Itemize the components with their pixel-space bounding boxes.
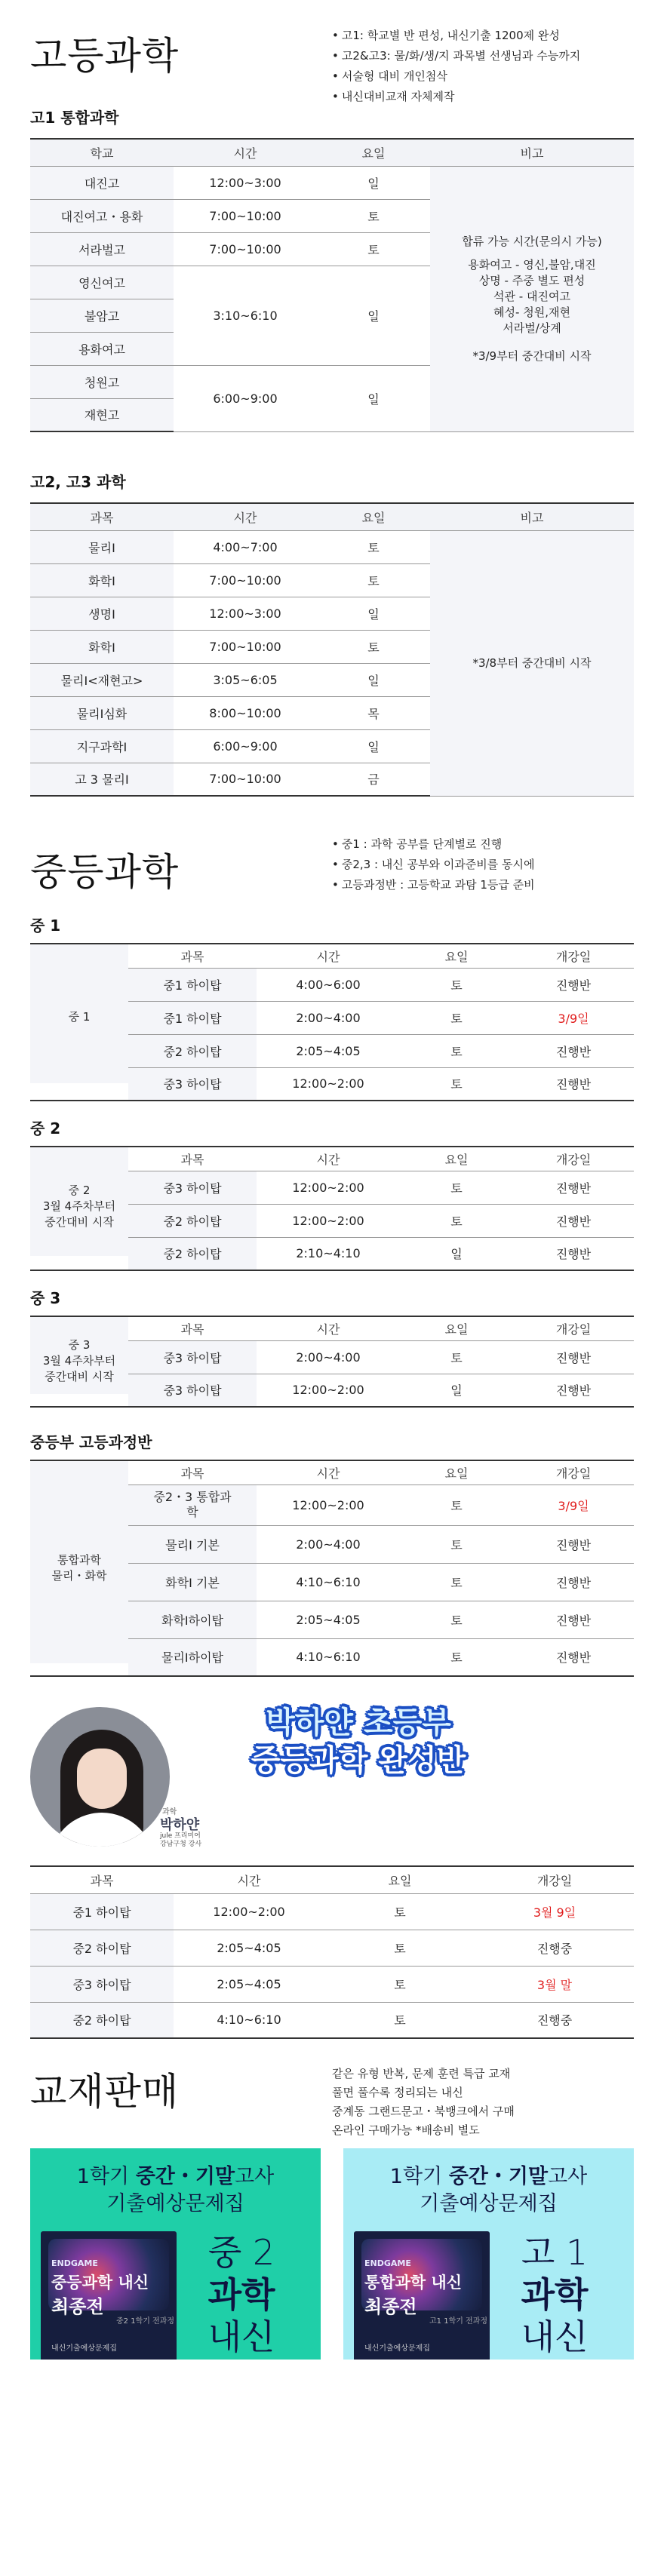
- col-header: 요일: [317, 503, 430, 530]
- cell-time: 7:00~10:00: [174, 232, 317, 266]
- cell-subject: 물리Ⅰ<재현고>: [30, 663, 174, 696]
- cell-school: 대진고: [30, 166, 174, 199]
- table-row: [30, 1930, 634, 1966]
- books-header: [0, 2046, 664, 2148]
- col-header: 개강일: [475, 1866, 634, 1893]
- hdr-part: 중간・기말: [135, 2165, 235, 2188]
- cell-start: 진행반: [513, 1525, 634, 1563]
- cell-subject: 중1 하이탑: [30, 1893, 174, 1930]
- teacher-info: [160, 1832, 201, 1849]
- cell-time: 3:10~6:10: [174, 266, 317, 365]
- cover-line: 중등과학 내신: [51, 2274, 149, 2292]
- teacher-subject: 과학: [162, 1808, 177, 1816]
- m2-title: 중 2: [30, 1119, 61, 1138]
- cell-day: 토: [400, 1485, 513, 1525]
- note-line: 상명 - 주중 별도 편성: [478, 273, 586, 287]
- high-bullets: [332, 26, 580, 107]
- cell-day: 토: [317, 199, 430, 232]
- col-header: 과목: [30, 1866, 174, 1893]
- banner-line: 박하얀 초등부: [266, 1706, 451, 1740]
- hdr-part: 1학기: [76, 2165, 136, 2188]
- col-header: 요일: [400, 1460, 513, 1485]
- m2-table: [30, 1146, 634, 1271]
- cell-subject: 중3 하이탑: [128, 1340, 257, 1374]
- side-line: 중간대비 시작: [45, 1370, 114, 1384]
- col-header: 과목: [128, 1460, 257, 1485]
- cell-day: 토: [317, 232, 430, 266]
- side-line: 중간대비 시작: [45, 1215, 114, 1230]
- cell-time: 2:10~4:10: [257, 1237, 400, 1270]
- table-row: [30, 530, 634, 563]
- cell-time: 2:00~4:00: [257, 1001, 400, 1034]
- col-header: 개강일: [513, 1460, 634, 1485]
- cell-time: 8:00~10:00: [174, 696, 317, 729]
- big-line: 내신: [521, 2317, 589, 2357]
- col-header: 요일: [317, 139, 430, 166]
- cell-start: 3월 9일: [475, 1893, 634, 1930]
- cell-start: 3/9일: [513, 1001, 634, 1034]
- cover-line: 최종전: [51, 2296, 104, 2317]
- cell-time: 7:00~10:00: [174, 763, 317, 796]
- books-line: 중계동 그랜드문고・북뱅크에서 구매: [332, 2105, 515, 2118]
- cell-subject: 중2 하이탑: [128, 1034, 257, 1067]
- table-header-row: [30, 503, 634, 530]
- cell-subject: 중2 하이탑: [30, 2002, 174, 2038]
- cover-small: ENDGAME: [51, 2258, 98, 2268]
- teacher-avatar: [30, 1707, 170, 1847]
- cell-start: 진행중: [475, 2002, 634, 2038]
- col-header: 요일: [400, 944, 513, 968]
- cell-day: 일: [317, 597, 430, 630]
- cell-day: 토: [317, 530, 430, 563]
- high-header: [0, 0, 664, 103]
- cell-subject: 물리Ⅰ: [30, 530, 174, 563]
- col-header: 학교: [30, 139, 174, 166]
- col-header: 시간: [257, 1460, 400, 1485]
- cell-subject: 중3 하이탑: [30, 1966, 174, 2002]
- books-line: 같은 유형 반복, 문제 훈련 특급 교재: [332, 2067, 511, 2080]
- cell-time: 2:05~4:05: [257, 1601, 400, 1638]
- book-cover-image: [41, 2231, 177, 2360]
- cell-time: 12:00~2:00: [257, 1171, 400, 1204]
- book-card-middle2[interactable]: [30, 2148, 321, 2360]
- elementary-banner: [211, 1704, 506, 1779]
- elementary-header: [30, 1677, 634, 1865]
- cell-day: 일: [317, 266, 430, 365]
- cell-start: 진행반: [513, 1237, 634, 1270]
- table-row: [30, 1893, 634, 1930]
- cover-foot: 내신기출예상문제집: [51, 2344, 117, 2353]
- side-line: 통합과학: [57, 1552, 101, 1567]
- col-header: 시간: [174, 503, 317, 530]
- cell-start: 진행반: [513, 1563, 634, 1601]
- book-cover-image: [354, 2231, 490, 2360]
- cell-subject: 중2 하이탑: [30, 1930, 174, 1966]
- cell-school: 불암고: [30, 299, 174, 332]
- cell-start: 진행반: [513, 1067, 634, 1101]
- high23-table: [30, 502, 634, 797]
- book-big-label: [490, 2231, 619, 2358]
- cover-line: 최종전: [364, 2296, 417, 2317]
- col-header: 요일: [400, 1147, 513, 1171]
- col-header: 요일: [324, 1866, 475, 1893]
- big-line: 과학: [208, 2274, 275, 2315]
- cell-time: 7:00~10:00: [174, 563, 317, 597]
- books-line: 온라인 구매가능 *배송비 별도: [332, 2123, 480, 2137]
- table-header-row: [30, 139, 634, 166]
- cell-start: 진행반: [513, 1034, 634, 1067]
- cell-time: 2:00~4:00: [257, 1340, 400, 1374]
- cell-subject: 중3 하이탑: [128, 1374, 257, 1407]
- big-line: 내신: [208, 2317, 275, 2357]
- note-line: *3/9부터 중간대비 시작: [472, 348, 592, 363]
- cell-day: 토: [400, 1525, 513, 1563]
- books-row: [30, 2148, 634, 2360]
- cell-time: 4:10~6:10: [257, 1638, 400, 1676]
- middle-title: 중등과학: [30, 850, 180, 894]
- cell-school: 재현고: [30, 398, 174, 431]
- cell-start: 진행중: [475, 1930, 634, 1966]
- cell-start: 진행반: [513, 1638, 634, 1676]
- cell-start: 3월 말: [475, 1966, 634, 2002]
- cell-day: 토: [400, 1001, 513, 1034]
- cell-day: 토: [400, 1204, 513, 1237]
- cell-time: 4:10~6:10: [257, 1563, 400, 1601]
- high-bullet: • 서술형 대비 개인첨삭: [332, 66, 580, 87]
- cell-start: 진행반: [513, 968, 634, 1001]
- teacher-info-line: jule 프리미어: [160, 1832, 201, 1840]
- teacher-name: 박하얀: [160, 1817, 200, 1833]
- m3-table: [30, 1316, 634, 1408]
- middle-bullet: • 중2,3 : 내신 공부와 이과준비를 동시에: [332, 855, 535, 875]
- cell-time: 6:00~9:00: [174, 365, 317, 431]
- cell-day: 토: [317, 630, 430, 663]
- col-header: 개강일: [513, 1147, 634, 1171]
- middle-bullets: [332, 834, 535, 895]
- m2-side-label: [30, 1157, 128, 1257]
- table-header-row: [30, 1866, 634, 1893]
- m1-title: 중 1: [30, 916, 61, 935]
- cell-day: 토: [324, 2002, 475, 2038]
- cell-subject: 중1 하이탑: [128, 968, 257, 1001]
- cell-time: 12:00~2:00: [257, 1485, 400, 1525]
- col-header: 과목: [30, 503, 174, 530]
- cell-subject: 지구과학Ⅰ: [30, 729, 174, 763]
- cell-day: 일: [317, 729, 430, 763]
- cell-time: 7:00~10:00: [174, 199, 317, 232]
- middle-bullet: • 고등과정반 : 고등학교 과탐 1등급 준비: [332, 875, 535, 895]
- cover-sub: 고1 1학기 전과정: [429, 2317, 488, 2326]
- cell-subject: 중2・3 통합과학: [128, 1485, 257, 1525]
- cell-time: 6:00~9:00: [174, 729, 317, 763]
- cell-day: 토: [400, 1067, 513, 1101]
- cell-school: 대진여고・용화: [30, 199, 174, 232]
- note-line: 용화여고 - 영신,불암,대진: [468, 257, 596, 272]
- cell-time: 4:00~7:00: [174, 530, 317, 563]
- col-header: 과목: [128, 944, 257, 968]
- m1-side-label: [30, 951, 128, 1084]
- side-line: 중 3: [68, 1338, 91, 1352]
- table-row: [30, 2002, 634, 2038]
- hdr-part: 중간・기말: [448, 2165, 549, 2188]
- cell-day: 일: [400, 1237, 513, 1270]
- side-line: 중 1: [68, 1010, 91, 1024]
- high1-note: [430, 166, 634, 431]
- cell-time: 4:00~6:00: [257, 968, 400, 1001]
- cell-day: 토: [400, 1034, 513, 1067]
- high-bullet: • 고1: 학교별 반 편성, 내신기출 1200제 완성: [332, 26, 580, 46]
- book-header: [30, 2163, 321, 2218]
- col-header: 과목: [128, 1316, 257, 1340]
- cover-small: ENDGAME: [364, 2258, 411, 2268]
- table-row: [30, 1340, 634, 1374]
- books-lines: [332, 2065, 515, 2140]
- cell-day: 일: [317, 365, 430, 431]
- cell-time: 3:05~6:05: [174, 663, 317, 696]
- cell-subject: 화학Ⅰ 기본: [128, 1563, 257, 1601]
- cell-day: 토: [400, 1601, 513, 1638]
- table-row: [30, 1171, 634, 1204]
- hdr-part: 1학기: [389, 2165, 449, 2188]
- high-title: 고등과학: [30, 34, 180, 78]
- cover-sub: 중2 1학기 전과정: [116, 2317, 175, 2326]
- cell-school: 용화여고: [30, 332, 174, 365]
- cell-subject: 물리Ⅰ하이탑: [128, 1638, 257, 1676]
- cover-line: 통합과학 내신: [364, 2274, 463, 2292]
- m3-title: 중 3: [30, 1289, 61, 1307]
- cell-day: 토: [317, 563, 430, 597]
- middle-header: [0, 812, 664, 913]
- cell-subject: 화학Ⅰ: [30, 563, 174, 597]
- cell-subject: 화학Ⅰ: [30, 630, 174, 663]
- high-bullet: • 고2&고3: 물/화/생/지 과목별 선생님과 수능까지: [332, 46, 580, 66]
- cell-day: 토: [400, 1638, 513, 1676]
- cell-start: 3/9일: [513, 1485, 634, 1525]
- cell-subject: 중2 하이탑: [128, 1237, 257, 1270]
- cell-day: 토: [400, 1340, 513, 1374]
- high1-title: 고1 통합과학: [30, 109, 119, 127]
- col-header: 시간: [174, 139, 317, 166]
- cell-time: 4:10~6:10: [174, 2002, 324, 2038]
- cell-subject: 물리Ⅰ심화: [30, 696, 174, 729]
- hdr-part: 고사: [548, 2165, 588, 2188]
- cell-subject: 물리Ⅰ 기본: [128, 1525, 257, 1563]
- side-line: 중 2: [68, 1184, 91, 1198]
- big-line: 과학: [521, 2274, 589, 2315]
- cell-time: 12:00~3:00: [174, 597, 317, 630]
- cell-time: 12:00~2:00: [174, 1893, 324, 1930]
- big-line: 고 1: [521, 2232, 589, 2273]
- side-line: 3월 4주차부터: [42, 1354, 116, 1368]
- cell-start: 진행반: [513, 1340, 634, 1374]
- adv-side-label: [30, 1472, 128, 1664]
- cell-day: 일: [317, 663, 430, 696]
- cell-day: 토: [400, 1563, 513, 1601]
- cell-time: 12:00~3:00: [174, 166, 317, 199]
- teacher-info-line: 강남구청 강사: [160, 1841, 202, 1848]
- note-line: 혜성- 청원,재현: [493, 305, 570, 319]
- high-bullet: • 내신대비교재 자체제작: [332, 87, 580, 107]
- side-line: 3월 4주차부터: [42, 1199, 116, 1214]
- book-header: [343, 2163, 634, 2218]
- cell-day: 토: [324, 1930, 475, 1966]
- adv-title: 중등부 고등과정반: [30, 1433, 152, 1451]
- cell-time: 7:00~10:00: [174, 630, 317, 663]
- m1-table: [30, 943, 634, 1101]
- middle-bullet: • 중1 : 과학 공부를 단계별로 진행: [332, 834, 535, 855]
- high1-table: [30, 138, 634, 432]
- cell-subject: 중2 하이탑: [128, 1204, 257, 1237]
- col-header: 개강일: [513, 1316, 634, 1340]
- cell-school: 서라벌고: [30, 232, 174, 266]
- books-title: 교재판매: [30, 2070, 180, 2114]
- col-header: 개강일: [513, 944, 634, 968]
- col-header: 시간: [174, 1866, 324, 1893]
- cell-day: 목: [317, 696, 430, 729]
- table-row: [30, 1966, 634, 2002]
- col-header: 시간: [257, 1147, 400, 1171]
- elementary-table: [30, 1865, 634, 2039]
- note-line: 서라벌/상계: [503, 321, 561, 335]
- avatar-face: [77, 1749, 127, 1809]
- book-card-high1[interactable]: [343, 2148, 634, 2360]
- books-line: 풀면 풀수록 정리되는 내신: [332, 2086, 463, 2099]
- big-line: 중 2: [208, 2232, 275, 2273]
- col-header: 비고: [430, 503, 634, 530]
- col-header: 시간: [257, 944, 400, 968]
- hdr-line: 기출예상문제집: [420, 2192, 558, 2215]
- cell-school: 청원고: [30, 365, 174, 398]
- high23-note: *3/8부터 중간대비 시작: [430, 530, 634, 796]
- col-header: 과목: [128, 1147, 257, 1171]
- high23-title: 고2, 고3 과학: [30, 473, 126, 491]
- hdr-part: 고사: [235, 2165, 275, 2188]
- cell-day: 금: [317, 763, 430, 796]
- col-header: 시간: [257, 1316, 400, 1340]
- cell-time: 2:05~4:05: [174, 1930, 324, 1966]
- col-header: 비고: [430, 139, 634, 166]
- cell-subject: 중3 하이탑: [128, 1067, 257, 1101]
- banner-line: 중등과학 완성반: [251, 1743, 466, 1778]
- adv-table: [30, 1460, 634, 1677]
- cell-subject: 중3 하이탑: [128, 1171, 257, 1204]
- cell-time: 12:00~2:00: [257, 1374, 400, 1407]
- m3-side-label: [30, 1328, 128, 1395]
- cell-day: 일: [400, 1374, 513, 1407]
- cell-day: 토: [324, 1893, 475, 1930]
- cell-time: 12:00~2:00: [257, 1204, 400, 1237]
- cell-time: 2:05~4:05: [174, 1966, 324, 2002]
- book-big-label: [177, 2231, 306, 2358]
- cell-start: 진행반: [513, 1171, 634, 1204]
- cell-day: 일: [317, 166, 430, 199]
- col-header: 요일: [400, 1316, 513, 1340]
- cell-school: 영신여고: [30, 266, 174, 299]
- cell-subject: 중1 하이탑: [128, 1001, 257, 1034]
- note-line: 합류 가능 시간(문의시 가능): [462, 234, 602, 248]
- cell-start: 진행반: [513, 1204, 634, 1237]
- note-line: 석관 - 대진여고: [493, 289, 570, 303]
- cell-subject: 생명Ⅰ: [30, 597, 174, 630]
- cell-time: 12:00~2:00: [257, 1067, 400, 1101]
- side-line: 물리・화학: [51, 1568, 107, 1583]
- cell-day: 토: [324, 1966, 475, 2002]
- cell-subject: 고 3 물리Ⅰ: [30, 763, 174, 796]
- cell-time: 2:00~4:00: [257, 1525, 400, 1563]
- cell-day: 토: [400, 968, 513, 1001]
- table-row: [30, 1485, 634, 1525]
- table-row: [30, 166, 634, 199]
- cell-time: 2:05~4:05: [257, 1034, 400, 1067]
- cell-day: 토: [400, 1171, 513, 1204]
- hdr-line: 기출예상문제집: [106, 2192, 244, 2215]
- table-row: [30, 968, 634, 1001]
- cover-foot: 내신기출예상문제집: [364, 2344, 430, 2353]
- cell-subject: 화학Ⅰ하이탑: [128, 1601, 257, 1638]
- cell-start: 진행반: [513, 1601, 634, 1638]
- cell-start: 진행반: [513, 1374, 634, 1407]
